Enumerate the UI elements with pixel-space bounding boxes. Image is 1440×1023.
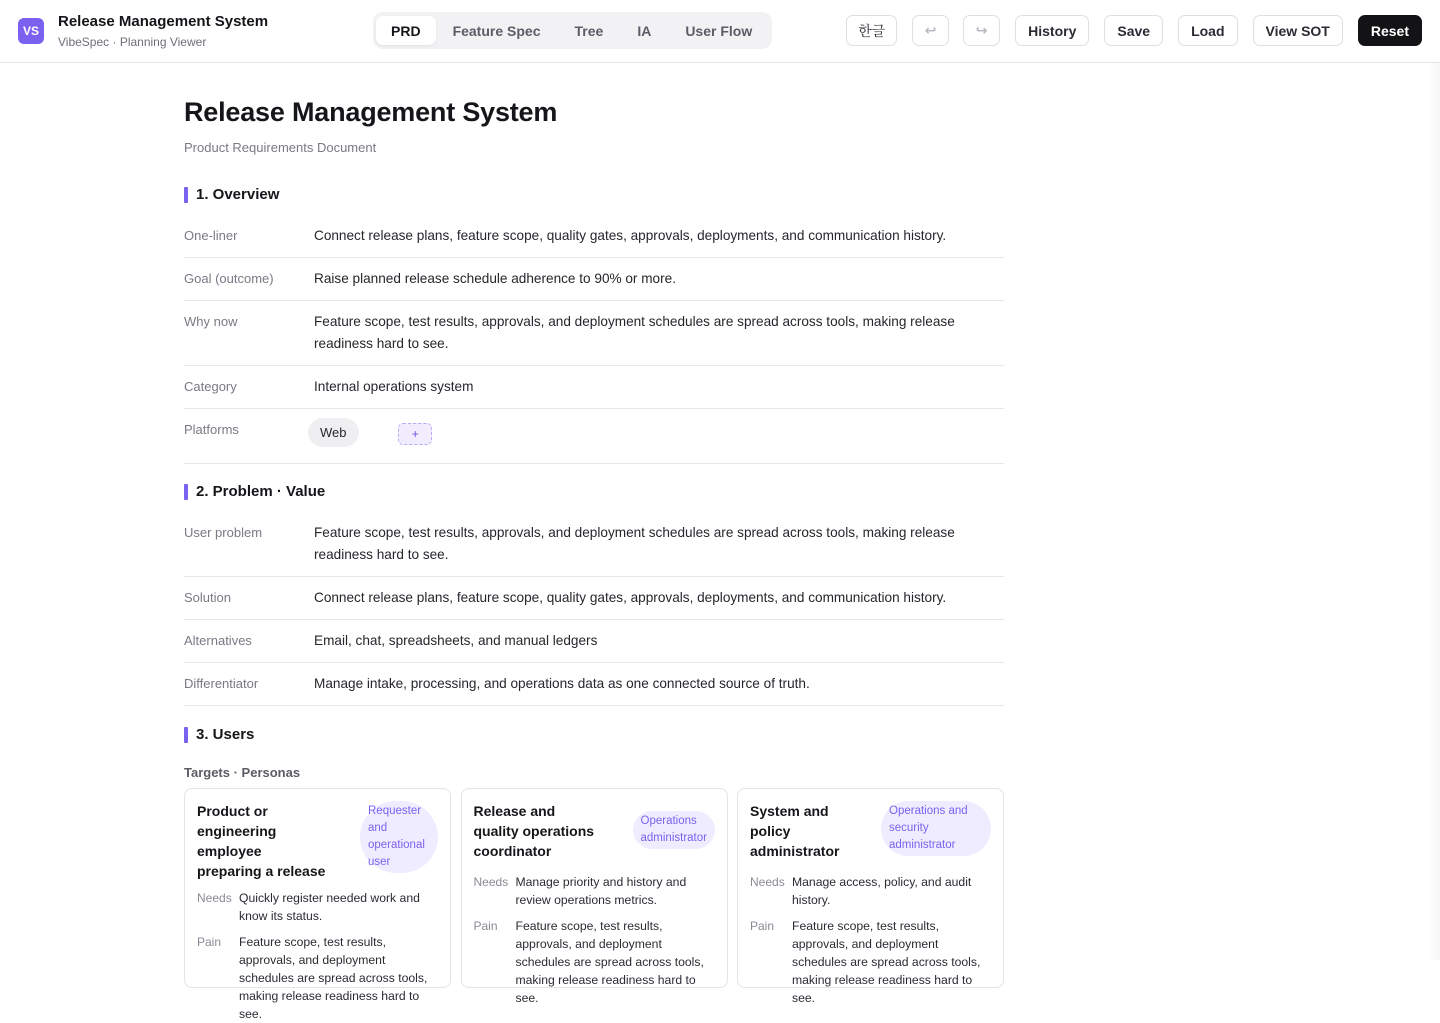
field-row-why-now bbox=[184, 301, 1004, 366]
section-heading-users: 3. Users bbox=[184, 726, 254, 744]
field-label: Goal (outcome) bbox=[184, 271, 274, 286]
personas-subheading: Targets · Personas bbox=[184, 765, 301, 780]
overview-rows bbox=[184, 215, 1004, 464]
field-label: User problem bbox=[184, 525, 263, 540]
field-row-alternatives bbox=[184, 620, 1004, 663]
document-subtitle: Product Requirements Document bbox=[184, 140, 377, 155]
problem-rows bbox=[184, 512, 1004, 706]
reset-button[interactable]: Reset bbox=[1358, 15, 1422, 46]
persona-pain bbox=[197, 933, 438, 1023]
field-label: One-liner bbox=[184, 228, 238, 243]
persona-role-badge: Operations administrator bbox=[633, 811, 715, 849]
field-label: Why now bbox=[184, 314, 238, 329]
persona-pain-value: Feature scope, test results, approvals, and deployment schedules are spread across tools, making release readiness hard to see. bbox=[515, 919, 704, 1005]
field-row-platforms bbox=[184, 409, 1004, 464]
brand bbox=[18, 13, 268, 50]
persona-needs-value: Quickly register needed work and know its status. bbox=[239, 891, 420, 923]
field-row-category bbox=[184, 366, 1004, 409]
undo-arrow-icon: ↩ bbox=[924, 22, 937, 38]
persona-pain bbox=[750, 917, 991, 1007]
persona-pain-label: Pain bbox=[473, 919, 498, 933]
persona-needs-label: Needs bbox=[750, 875, 785, 889]
tab-user-flow[interactable]: User Flow bbox=[685, 22, 753, 39]
redo-arrow-icon: ↪ bbox=[975, 22, 988, 38]
persona-name: System and policy administrator bbox=[750, 803, 840, 859]
persona-needs bbox=[474, 873, 715, 909]
persona-card-header bbox=[750, 801, 991, 861]
field-label: Solution bbox=[184, 590, 231, 605]
persona-pain bbox=[474, 917, 715, 1007]
field-value[interactable]: Manage intake, processing, and operations data as one connected source of truth. bbox=[314, 676, 810, 691]
persona-card-header bbox=[197, 801, 438, 881]
app-subtitle: VibeSpec · Planning Viewer bbox=[58, 35, 207, 49]
field-row-one-liner bbox=[184, 215, 1004, 258]
field-value[interactable]: Connect release plans, feature scope, quality gates, approvals, deployments, and communication history. bbox=[314, 590, 947, 605]
top-bar bbox=[0, 0, 1440, 63]
persona-needs bbox=[750, 873, 991, 909]
persona-needs-value: Manage priority and history and review operations metrics. bbox=[515, 875, 687, 907]
field-value[interactable]: Email, chat, spreadsheets, and manual ledgers bbox=[314, 633, 598, 648]
section-heading-problem-value: 2. Problem · Value bbox=[184, 483, 325, 501]
platform-chip[interactable]: Web bbox=[308, 418, 359, 447]
save-button[interactable]: Save bbox=[1104, 15, 1163, 46]
app-title: Release Management System bbox=[58, 13, 269, 30]
persona-needs-label: Needs bbox=[197, 891, 232, 905]
load-button[interactable]: Load bbox=[1178, 15, 1237, 46]
persona-needs bbox=[197, 889, 438, 925]
persona-pain-label: Pain bbox=[197, 935, 222, 949]
app-logo: VS bbox=[18, 18, 44, 44]
persona-card[interactable] bbox=[461, 788, 728, 1005]
persona-name: Product or engineering employee preparing a release bbox=[197, 803, 326, 879]
tab-tree[interactable]: Tree bbox=[574, 22, 604, 39]
field-value[interactable]: Raise planned release schedule adherence to 90% or more. bbox=[314, 271, 676, 286]
document-title: Release Management System bbox=[184, 97, 558, 127]
tab-ia[interactable]: IA bbox=[637, 22, 652, 39]
view-tabs bbox=[373, 12, 772, 49]
field-row-user-problem bbox=[184, 512, 1004, 577]
persona-pain-value: Feature scope, test results, approvals, and deployment schedules are spread across tools, making release readiness hard to see. bbox=[239, 935, 428, 1021]
toolbar-actions bbox=[831, 15, 1422, 46]
persona-card[interactable] bbox=[184, 788, 451, 1021]
section-heading-overview: 1. Overview bbox=[184, 186, 279, 204]
field-value[interactable]: Internal operations system bbox=[314, 379, 474, 394]
platform-chips bbox=[314, 419, 1004, 447]
tab-feature-spec[interactable]: Feature Spec bbox=[452, 22, 541, 39]
field-label: Platforms bbox=[184, 422, 239, 437]
persona-pain-label: Pain bbox=[750, 919, 775, 933]
field-row-goal bbox=[184, 258, 1004, 301]
field-label: Alternatives bbox=[184, 633, 252, 648]
tab-prd[interactable]: PRD bbox=[376, 16, 436, 45]
undo-button[interactable] bbox=[912, 15, 949, 46]
redo-button[interactable] bbox=[963, 15, 1000, 46]
field-label: Differentiator bbox=[184, 676, 259, 691]
persona-role-badge: Operations and security administrator bbox=[881, 801, 991, 856]
language-toggle-button[interactable]: 한글 bbox=[846, 15, 897, 46]
persona-card[interactable] bbox=[737, 788, 1004, 1005]
scrollbar-track[interactable] bbox=[1428, 63, 1440, 960]
persona-pain-value: Feature scope, test results, approvals, and deployment schedules are spread across tools, making release readiness hard to see. bbox=[792, 919, 981, 1005]
field-label: Category bbox=[184, 379, 237, 394]
field-value[interactable]: Connect release plans, feature scope, quality gates, approvals, deployments, and communication history. bbox=[314, 228, 947, 243]
persona-needs-value: Manage access, policy, and audit history. bbox=[792, 875, 972, 907]
field-value[interactable]: Feature scope, test results, approvals, and deployment schedules are spread across tools, making release readiness hard to see. bbox=[314, 314, 955, 351]
brand-text bbox=[58, 13, 268, 50]
persona-needs-label: Needs bbox=[473, 875, 509, 889]
persona-card-header bbox=[474, 801, 715, 861]
add-platform-button[interactable]: + bbox=[398, 423, 432, 445]
persona-role-badge: Requester and operational user bbox=[360, 801, 438, 873]
history-button[interactable]: History bbox=[1015, 15, 1089, 46]
field-row-solution bbox=[184, 577, 1004, 620]
field-row-differentiator bbox=[184, 663, 1004, 706]
persona-cards bbox=[184, 788, 1004, 1021]
persona-name: Release and quality operations coordinator bbox=[473, 803, 595, 859]
view-sot-button[interactable]: View SOT bbox=[1253, 15, 1343, 46]
field-value[interactable]: Feature scope, test results, approvals, and deployment schedules are spread across tools, making release readiness hard to see. bbox=[314, 525, 955, 562]
